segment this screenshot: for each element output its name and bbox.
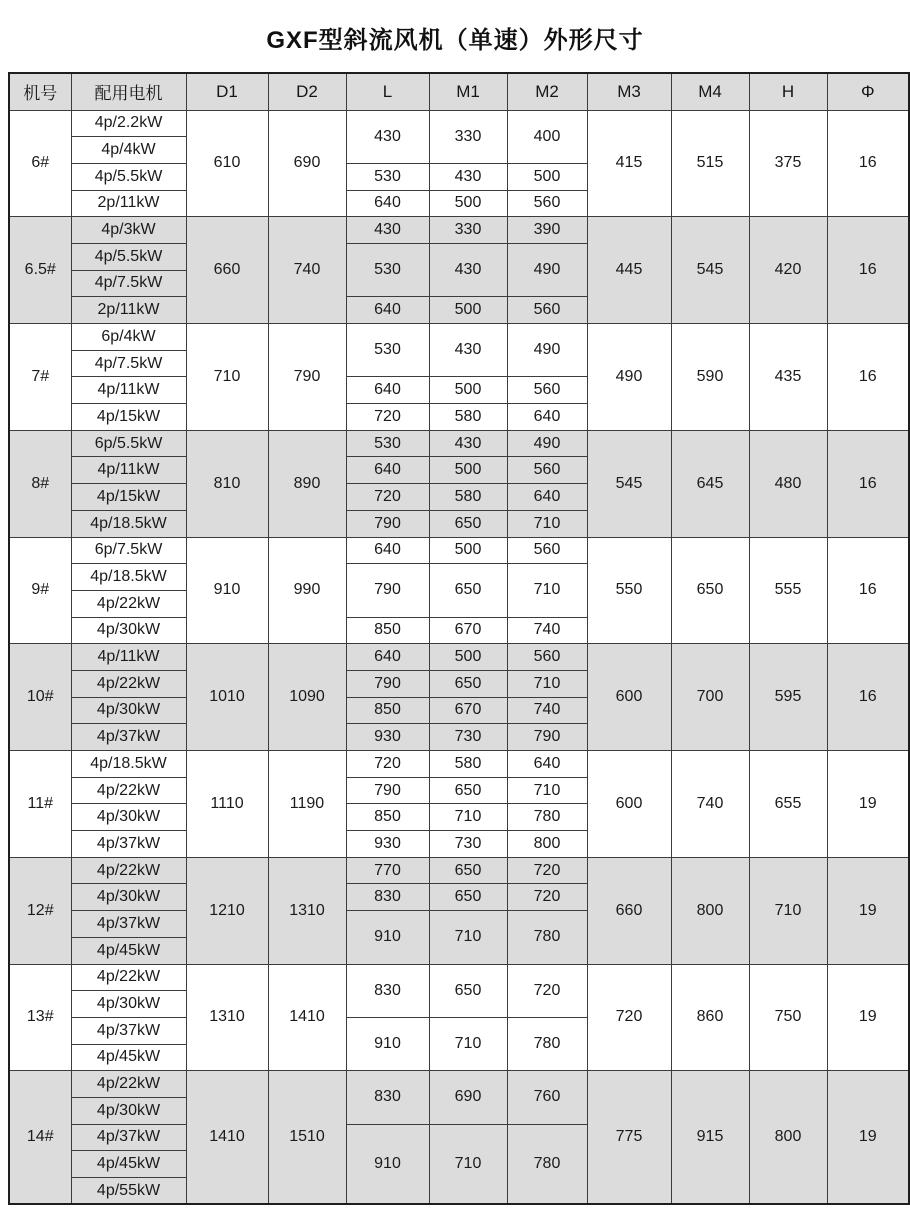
cell-phi: 16: [827, 324, 909, 431]
cell-motor: 4p/37kW: [71, 1124, 186, 1151]
cell-h: 420: [749, 217, 827, 324]
cell-motor: 4p/11kW: [71, 457, 186, 484]
cell-l: 930: [346, 831, 429, 858]
cell-l: 790: [346, 777, 429, 804]
cell-m1: 500: [429, 297, 507, 324]
cell-machine-no: 10#: [9, 644, 71, 751]
cell-l: 720: [346, 751, 429, 778]
cell-d1: 1010: [186, 644, 268, 751]
cell-m1: 710: [429, 804, 507, 831]
table-row: [9, 430, 909, 457]
cell-m1: 430: [429, 324, 507, 377]
cell-motor: 4p/18.5kW: [71, 510, 186, 537]
cell-d2: 890: [268, 430, 346, 537]
cell-motor: 4p/22kW: [71, 964, 186, 991]
cell-m1: 650: [429, 670, 507, 697]
cell-l: 850: [346, 617, 429, 644]
cell-m1: 710: [429, 1017, 507, 1070]
cell-motor: 4p/22kW: [71, 857, 186, 884]
cell-motor: 4p/11kW: [71, 644, 186, 671]
cell-m1: 650: [429, 777, 507, 804]
cell-d2: 1190: [268, 751, 346, 858]
cell-motor: 4p/37kW: [71, 1017, 186, 1044]
cell-machine-no: 7#: [9, 324, 71, 431]
cell-l: 830: [346, 1071, 429, 1124]
cell-m3: 775: [587, 1071, 671, 1204]
col-header-phi: Φ: [827, 73, 909, 110]
cell-motor: 4p/2.2kW: [71, 110, 186, 137]
cell-l: 640: [346, 644, 429, 671]
table-row: [9, 1071, 909, 1098]
cell-machine-no: 9#: [9, 537, 71, 644]
cell-m4: 590: [671, 324, 749, 431]
cell-d1: 910: [186, 537, 268, 644]
cell-m2: 720: [507, 884, 587, 911]
cell-motor: 2p/11kW: [71, 190, 186, 217]
table-row: [9, 537, 909, 564]
cell-l: 640: [346, 297, 429, 324]
cell-m1: 500: [429, 457, 507, 484]
cell-l: 930: [346, 724, 429, 751]
cell-d2: 1090: [268, 644, 346, 751]
table-row: [9, 324, 909, 351]
spec-table-body: [9, 110, 909, 1204]
cell-m2: 390: [507, 217, 587, 244]
cell-l: 910: [346, 1017, 429, 1070]
cell-machine-no: 8#: [9, 430, 71, 537]
cell-d2: 740: [268, 217, 346, 324]
cell-m3: 600: [587, 751, 671, 858]
cell-d2: 1410: [268, 964, 346, 1071]
cell-m2: 780: [507, 1017, 587, 1070]
cell-m2: 560: [507, 377, 587, 404]
cell-m3: 660: [587, 857, 671, 964]
cell-motor: 4p/22kW: [71, 777, 186, 804]
cell-machine-no: 12#: [9, 857, 71, 964]
cell-m2: 640: [507, 404, 587, 431]
cell-machine-no: 11#: [9, 751, 71, 858]
cell-d2: 990: [268, 537, 346, 644]
cell-phi: 16: [827, 430, 909, 537]
cell-m3: 720: [587, 964, 671, 1071]
cell-motor: 4p/7.5kW: [71, 270, 186, 297]
cell-phi: 19: [827, 1071, 909, 1204]
col-header-m3: M3: [587, 73, 671, 110]
cell-phi: 16: [827, 537, 909, 644]
cell-motor: 4p/3kW: [71, 217, 186, 244]
table-row: [9, 857, 909, 884]
table-row: [9, 217, 909, 244]
cell-motor: 4p/30kW: [71, 697, 186, 724]
cell-motor: 4p/15kW: [71, 484, 186, 511]
cell-m3: 490: [587, 324, 671, 431]
cell-m1: 650: [429, 510, 507, 537]
cell-m1: 670: [429, 617, 507, 644]
cell-l: 790: [346, 510, 429, 537]
cell-m2: 560: [507, 457, 587, 484]
cell-phi: 16: [827, 644, 909, 751]
cell-m2: 740: [507, 697, 587, 724]
cell-motor: 6p/7.5kW: [71, 537, 186, 564]
cell-h: 435: [749, 324, 827, 431]
cell-m1: 650: [429, 857, 507, 884]
cell-motor: 4p/30kW: [71, 991, 186, 1018]
cell-machine-no: 6.5#: [9, 217, 71, 324]
cell-motor: 4p/22kW: [71, 590, 186, 617]
cell-motor: 4p/11kW: [71, 377, 186, 404]
cell-m1: 730: [429, 831, 507, 858]
col-header-m1: M1: [429, 73, 507, 110]
cell-motor: 4p/18.5kW: [71, 564, 186, 591]
col-header-h: H: [749, 73, 827, 110]
cell-phi: 19: [827, 964, 909, 1071]
cell-m1: 650: [429, 884, 507, 911]
col-header-d2: D2: [268, 73, 346, 110]
cell-motor: 4p/5.5kW: [71, 163, 186, 190]
cell-motor: 4p/45kW: [71, 937, 186, 964]
cell-l: 530: [346, 430, 429, 457]
cell-d1: 1110: [186, 751, 268, 858]
cell-l: 790: [346, 564, 429, 617]
cell-motor: 4p/4kW: [71, 137, 186, 164]
cell-m3: 600: [587, 644, 671, 751]
cell-d1: 810: [186, 430, 268, 537]
cell-h: 480: [749, 430, 827, 537]
cell-m1: 710: [429, 911, 507, 964]
cell-m2: 780: [507, 911, 587, 964]
cell-m2: 500: [507, 163, 587, 190]
cell-motor: 4p/45kW: [71, 1044, 186, 1071]
cell-l: 790: [346, 670, 429, 697]
cell-motor: 4p/22kW: [71, 1071, 186, 1098]
cell-m4: 915: [671, 1071, 749, 1204]
cell-motor: 4p/22kW: [71, 670, 186, 697]
cell-m1: 500: [429, 377, 507, 404]
page-title: GXF型斜流风机（单速）外形尺寸: [266, 27, 644, 54]
cell-h: 555: [749, 537, 827, 644]
cell-motor: 4p/37kW: [71, 724, 186, 751]
table-row: [9, 964, 909, 991]
cell-m2: 780: [507, 1124, 587, 1204]
cell-m2: 720: [507, 857, 587, 884]
cell-l: 530: [346, 163, 429, 190]
col-header-l: L: [346, 73, 429, 110]
cell-l: 910: [346, 1124, 429, 1204]
cell-h: 710: [749, 857, 827, 964]
cell-m1: 430: [429, 243, 507, 296]
cell-l: 640: [346, 190, 429, 217]
cell-d2: 790: [268, 324, 346, 431]
cell-machine-no: 13#: [9, 964, 71, 1071]
cell-motor: 4p/30kW: [71, 884, 186, 911]
cell-motor: 4p/30kW: [71, 804, 186, 831]
cell-motor: 4p/37kW: [71, 831, 186, 858]
cell-m1: 500: [429, 190, 507, 217]
cell-d1: 660: [186, 217, 268, 324]
cell-m4: 800: [671, 857, 749, 964]
cell-h: 375: [749, 110, 827, 217]
cell-m4: 545: [671, 217, 749, 324]
cell-d1: 1310: [186, 964, 268, 1071]
cell-m1: 690: [429, 1071, 507, 1124]
cell-m2: 760: [507, 1071, 587, 1124]
col-header-m2: M2: [507, 73, 587, 110]
cell-phi: 19: [827, 751, 909, 858]
cell-m2: 740: [507, 617, 587, 644]
cell-m1: 330: [429, 217, 507, 244]
cell-m1: 500: [429, 537, 507, 564]
cell-m3: 415: [587, 110, 671, 217]
cell-m2: 720: [507, 964, 587, 1017]
cell-m2: 710: [507, 564, 587, 617]
cell-m2: 710: [507, 777, 587, 804]
cell-machine-no: 14#: [9, 1071, 71, 1204]
cell-m1: 580: [429, 404, 507, 431]
cell-m2: 790: [507, 724, 587, 751]
table-row: [9, 751, 909, 778]
cell-l: 720: [346, 404, 429, 431]
header-row: [9, 73, 909, 110]
cell-m1: 670: [429, 697, 507, 724]
cell-h: 750: [749, 964, 827, 1071]
cell-d1: 1210: [186, 857, 268, 964]
cell-phi: 16: [827, 217, 909, 324]
cell-l: 530: [346, 243, 429, 296]
cell-l: 430: [346, 110, 429, 163]
cell-l: 850: [346, 697, 429, 724]
cell-m2: 800: [507, 831, 587, 858]
cell-l: 640: [346, 537, 429, 564]
cell-m4: 740: [671, 751, 749, 858]
cell-m2: 560: [507, 190, 587, 217]
cell-l: 850: [346, 804, 429, 831]
table-row: [9, 110, 909, 137]
cell-l: 720: [346, 484, 429, 511]
cell-motor: 6p/5.5kW: [71, 430, 186, 457]
cell-m2: 560: [507, 297, 587, 324]
cell-l: 910: [346, 911, 429, 964]
cell-m1: 500: [429, 644, 507, 671]
cell-m4: 650: [671, 537, 749, 644]
cell-motor: 4p/15kW: [71, 404, 186, 431]
cell-d2: 1510: [268, 1071, 346, 1204]
cell-m3: 445: [587, 217, 671, 324]
cell-m1: 730: [429, 724, 507, 751]
cell-h: 595: [749, 644, 827, 751]
cell-m4: 645: [671, 430, 749, 537]
cell-l: 770: [346, 857, 429, 884]
cell-m1: 430: [429, 430, 507, 457]
spec-table-header: [9, 73, 909, 110]
cell-l: 430: [346, 217, 429, 244]
cell-motor: 4p/55kW: [71, 1178, 186, 1205]
cell-motor: 4p/45kW: [71, 1151, 186, 1178]
cell-m1: 650: [429, 564, 507, 617]
cell-phi: 16: [827, 110, 909, 217]
cell-m2: 490: [507, 430, 587, 457]
cell-l: 830: [346, 964, 429, 1017]
cell-m2: 490: [507, 243, 587, 296]
spec-table: [8, 72, 910, 1205]
cell-l: 830: [346, 884, 429, 911]
cell-motor: 4p/7.5kW: [71, 350, 186, 377]
cell-m1: 430: [429, 163, 507, 190]
cell-m4: 860: [671, 964, 749, 1071]
cell-m1: 580: [429, 484, 507, 511]
cell-d1: 610: [186, 110, 268, 217]
cell-phi: 19: [827, 857, 909, 964]
col-header-motor: 配用电机: [71, 73, 186, 110]
cell-m2: 640: [507, 751, 587, 778]
cell-m4: 700: [671, 644, 749, 751]
cell-m1: 650: [429, 964, 507, 1017]
cell-h: 655: [749, 751, 827, 858]
cell-d2: 690: [268, 110, 346, 217]
cell-m2: 560: [507, 644, 587, 671]
cell-motor: 4p/30kW: [71, 1097, 186, 1124]
cell-m2: 490: [507, 324, 587, 377]
cell-motor: 4p/18.5kW: [71, 751, 186, 778]
cell-m2: 640: [507, 484, 587, 511]
cell-m2: 400: [507, 110, 587, 163]
col-header-m4: M4: [671, 73, 749, 110]
cell-d1: 710: [186, 324, 268, 431]
table-row: [9, 644, 909, 671]
cell-m4: 515: [671, 110, 749, 217]
cell-m2: 710: [507, 670, 587, 697]
cell-motor: 2p/11kW: [71, 297, 186, 324]
cell-m3: 545: [587, 430, 671, 537]
cell-d1: 1410: [186, 1071, 268, 1204]
cell-l: 530: [346, 324, 429, 377]
cell-machine-no: 6#: [9, 110, 71, 217]
cell-m2: 710: [507, 510, 587, 537]
cell-h: 800: [749, 1071, 827, 1204]
cell-m1: 330: [429, 110, 507, 163]
cell-d2: 1310: [268, 857, 346, 964]
cell-motor: 4p/37kW: [71, 911, 186, 938]
cell-m3: 550: [587, 537, 671, 644]
cell-l: 640: [346, 457, 429, 484]
col-header-d1: D1: [186, 73, 268, 110]
cell-m2: 560: [507, 537, 587, 564]
cell-motor: 6p/4kW: [71, 324, 186, 351]
cell-m2: 780: [507, 804, 587, 831]
cell-motor: 4p/5.5kW: [71, 243, 186, 270]
cell-motor: 4p/30kW: [71, 617, 186, 644]
cell-m1: 710: [429, 1124, 507, 1204]
col-header-machine-no: 机号: [9, 73, 71, 110]
cell-m1: 580: [429, 751, 507, 778]
cell-l: 640: [346, 377, 429, 404]
